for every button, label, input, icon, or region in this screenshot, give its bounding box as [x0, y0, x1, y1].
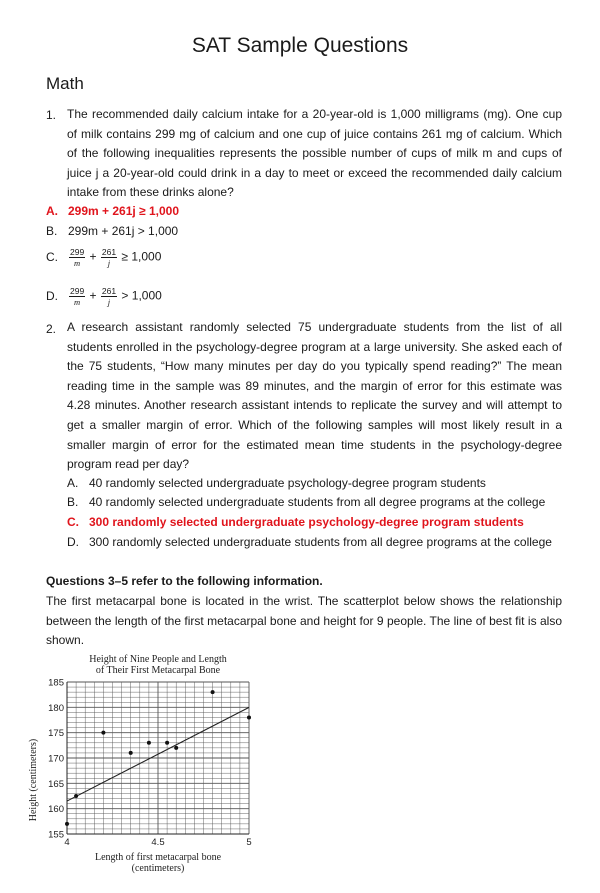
y-tick-label: 160	[48, 804, 64, 816]
y-tick-label: 185	[48, 677, 64, 689]
question-2-number: 2.	[46, 322, 57, 336]
question-1-option-b	[46, 224, 178, 238]
data-point	[247, 715, 251, 719]
section-heading: Math	[46, 74, 84, 93]
relation-text: > 1,000	[121, 288, 162, 303]
option-label: D.	[67, 535, 79, 549]
data-point	[147, 741, 151, 745]
info-text: The first metacarpal bone is located in the wrist. The scatterplot below shows the relationship between the length of the first metacarpal bone and height for 9 people. The line of best fit is also shown.	[46, 594, 562, 648]
question-1-option-c	[46, 247, 161, 268]
question-2-option-d	[67, 535, 552, 549]
option-label: B.	[46, 224, 58, 238]
option-text: 299m + 261j > 1,000	[68, 224, 179, 238]
question-2-option-b	[67, 495, 545, 509]
scatterplot	[25, 648, 265, 888]
y-tick-label: 180	[48, 702, 64, 714]
x-tick-label: 4	[64, 837, 70, 848]
x-axis-label: Length of first metacarpal bone (centimeters)	[94, 852, 222, 874]
page-title: SAT Sample Questions	[191, 34, 409, 57]
question-2-text: A research assistant randomly selected 75 undergraduate students from the list of all students enrolled in the psychology-degree program at a large university. She asked each of the 75 students, “How many minutes per day do you typically spend reading?” The mean reading time in the sample was 89 minutes, and the margin of error for this estimate was 4.28 minutes. Another research assistant intends to replicate the survey and will attempt to get a smaller margin of error. Which of the following samples will most likely result in a smaller margin of error for the estimated mean time students in the psychology-degree program read per day?	[67, 320, 562, 472]
data-point	[101, 731, 105, 735]
fraction-denominator: j	[107, 297, 111, 307]
fraction-denominator: m	[74, 258, 81, 268]
option-text: 299m + 261j ≥ 1,000	[68, 204, 180, 218]
option-text: 300 randomly selected undergraduate psychology-degree program students	[89, 515, 524, 529]
plus-sign: +	[89, 249, 97, 264]
data-point	[129, 751, 133, 755]
plus-sign: +	[89, 288, 97, 303]
question-1-option-a	[46, 204, 179, 218]
option-label: B.	[67, 495, 79, 509]
option-text: 40 randomly selected undergraduate psychology-degree program students	[89, 476, 486, 490]
fraction-numerator: 261	[101, 247, 117, 257]
y-tick-label: 165	[48, 778, 64, 790]
question-1-option-d	[46, 286, 162, 307]
x-tick-label: 4.5	[151, 837, 165, 848]
option-text: 40 randomly selected undergraduate students from all degree programs at the college	[89, 495, 546, 509]
fraction-261-over-j	[101, 247, 117, 268]
question-2-option-a	[67, 476, 486, 490]
question-2-option-c	[67, 515, 524, 529]
data-point	[74, 794, 78, 798]
option-text: 300 randomly selected undergraduate students from all degree programs at the college	[89, 535, 552, 549]
option-label: C.	[67, 515, 79, 529]
y-axis-label: Height (centimeters)	[28, 738, 39, 822]
fraction-299-over-m	[69, 286, 85, 307]
relation-text: ≥ 1,000	[121, 249, 162, 264]
data-point	[165, 741, 169, 745]
fraction-denominator: m	[74, 297, 81, 307]
fraction-261-over-j	[101, 286, 117, 307]
chart-title: Height of Nine People and Length of Their First Metacarpal Bone	[89, 654, 227, 676]
fraction-denominator: j	[107, 258, 111, 268]
question-1-text: The recommended daily calcium intake for a 20-year-old is 1,000 milligrams (mg). One cup of milk contains 299 mg of calcium and one cup of juice contains 261 mg of calcium. Which of the following inequalities represents the possible number of cups of milk m and cups of juice j a 20-year-old could drink in a day to meet or exceed the recommended daily calcium intake from these drinks alone?	[67, 107, 562, 200]
data-point	[211, 690, 215, 694]
data-point	[65, 822, 69, 826]
fraction-numerator: 261	[101, 286, 117, 296]
info-heading: Questions 3–5 refer to the following information.	[46, 574, 323, 588]
option-label: A.	[46, 204, 58, 218]
option-label: A.	[67, 476, 79, 490]
y-tick-label: 170	[48, 753, 64, 765]
y-tick-label: 175	[48, 728, 64, 740]
question-1-number: 1.	[46, 108, 57, 122]
option-label: C.	[46, 249, 58, 264]
fraction-299-over-m	[69, 247, 85, 268]
fraction-numerator: 299	[70, 286, 85, 296]
option-label: D.	[46, 288, 58, 303]
x-tick-label: 5	[246, 837, 252, 848]
y-tick-label: 155	[48, 829, 64, 841]
fraction-numerator: 299	[70, 247, 85, 257]
data-point	[174, 746, 178, 750]
